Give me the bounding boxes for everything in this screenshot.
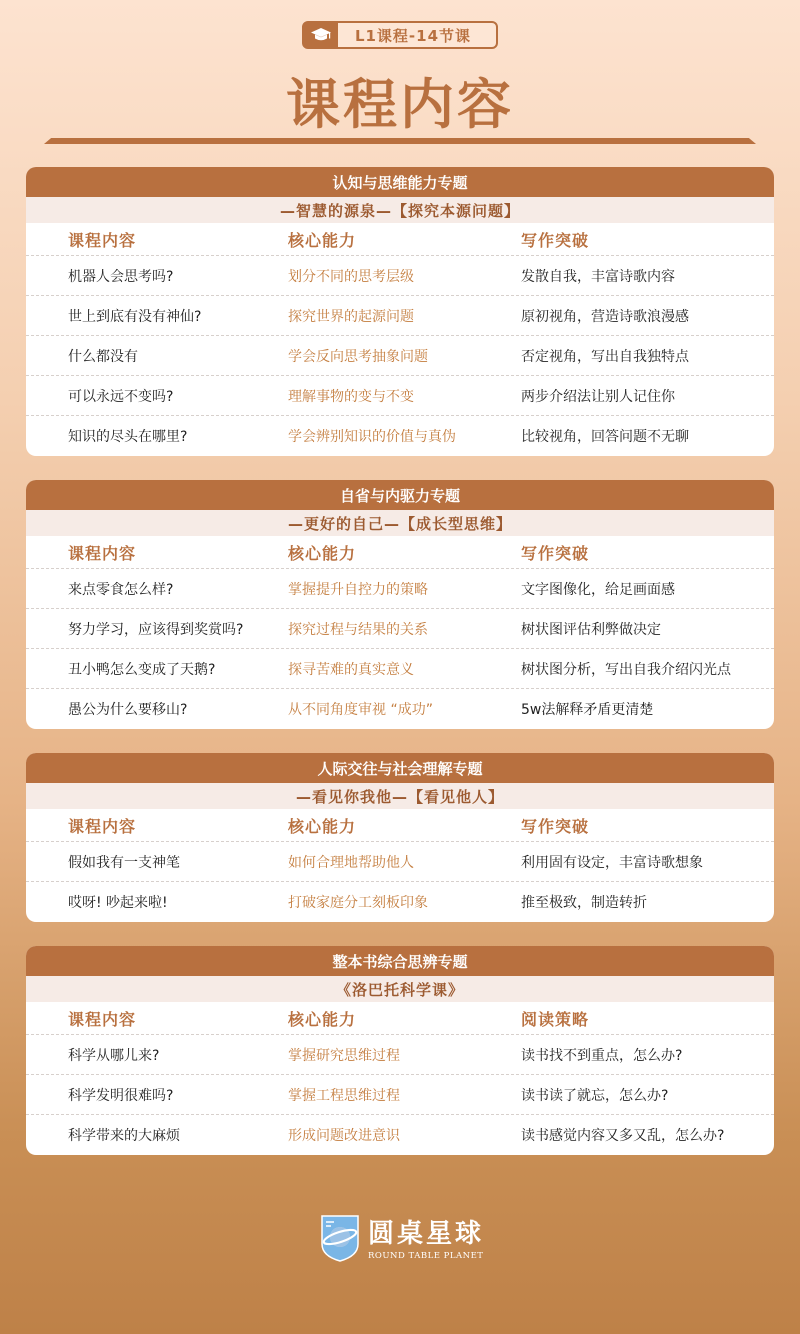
section-subheading: —智慧的源泉—【探究本源问题】	[26, 197, 774, 223]
brand-logo	[320, 1216, 484, 1264]
table-row	[26, 336, 774, 376]
writing-breakthrough: 文字图像化，给足画面感	[521, 581, 675, 598]
writing-breakthrough: 否定视角，写出自我独特点	[521, 348, 689, 365]
column-header-writing: 写作突破	[521, 230, 590, 250]
section-heading: 认知与思维能力专题	[26, 167, 774, 197]
brand-name-en: ROUND TABLE PLANET	[368, 1250, 484, 1261]
reading-strategy: 读书找不到重点，怎么办?	[521, 1047, 683, 1064]
table-row	[26, 609, 774, 649]
table-row	[26, 1115, 774, 1155]
table-row	[26, 569, 774, 609]
writing-breakthrough: 利用固有设定，丰富诗歌想象	[521, 854, 703, 871]
writing-breakthrough: 两步介绍法让别人记住你	[521, 388, 675, 405]
section-card-social	[26, 753, 774, 922]
column-header-ability: 核心能力	[288, 1009, 357, 1029]
table-header-row	[26, 536, 774, 569]
planet-shield-icon	[320, 1214, 360, 1266]
lesson-topic: 丑小鸭怎么变成了天鹅?	[68, 661, 216, 678]
core-ability: 掌握提升自控力的策略	[288, 581, 428, 598]
lesson-topic: 科学从哪儿来?	[68, 1047, 160, 1064]
section-heading: 整本书综合思辨专题	[26, 946, 774, 976]
table-header-row	[26, 223, 774, 256]
column-header-ability: 核心能力	[288, 230, 357, 250]
core-ability: 掌握工程思维过程	[288, 1087, 400, 1104]
column-header-content: 课程内容	[68, 543, 137, 563]
lesson-topic: 愚公为什么要移山?	[68, 702, 188, 718]
lesson-topic: 什么都没有	[68, 348, 138, 365]
column-header-writing: 写作突破	[521, 543, 590, 563]
column-header-ability: 核心能力	[288, 543, 357, 563]
section-heading: 自省与内驱力专题	[26, 480, 774, 510]
lesson-topic: 假如我有一支神笔	[68, 854, 180, 871]
table-row	[26, 1075, 774, 1115]
writing-breakthrough: 推至极致，制造转折	[521, 895, 647, 911]
lesson-topic: 努力学习，应该得到奖赏吗?	[68, 621, 244, 638]
page-title: 课程内容	[286, 73, 514, 136]
section-card-cognition	[26, 167, 774, 456]
section-card-whole-book	[26, 946, 774, 1155]
section-subheading: —看见你我他—【看见他人】	[26, 783, 774, 809]
lesson-topic: 知识的尽头在哪里?	[68, 429, 188, 445]
table-row	[26, 256, 774, 296]
graduation-cap-icon	[304, 23, 338, 47]
column-header-content: 课程内容	[68, 230, 137, 250]
table-row	[26, 842, 774, 882]
writing-breakthrough: 原初视角，营造诗歌浪漫感	[521, 308, 689, 325]
column-header-writing: 写作突破	[521, 816, 590, 836]
column-header-content: 课程内容	[68, 816, 137, 836]
core-ability: 掌握研究思维过程	[288, 1047, 400, 1064]
title-underline	[44, 138, 756, 144]
core-ability: 打破家庭分工刻板印象	[288, 895, 428, 911]
section-subheading: —更好的自己—【成长型思维】	[26, 510, 774, 536]
core-ability: 学会反向思考抽象问题	[288, 348, 428, 365]
writing-breakthrough: 比较视角，回答问题不无聊	[521, 429, 689, 445]
column-header-reading: 阅读策略	[521, 1009, 590, 1029]
core-ability: 划分不同的思考层级	[288, 268, 414, 285]
core-ability: 探究过程与结果的关系	[288, 621, 428, 638]
core-ability: 从不同角度审视 “成功”	[288, 702, 433, 718]
lesson-topic: 世上到底有没有神仙?	[68, 308, 202, 325]
table-row	[26, 296, 774, 336]
reading-strategy: 读书读了就忘，怎么办?	[521, 1087, 669, 1104]
core-ability: 学会辨别知识的价值与真伪	[288, 429, 456, 445]
core-ability: 理解事物的变与不变	[288, 388, 414, 405]
lesson-topic: 来点零食怎么样?	[68, 581, 174, 598]
core-ability: 探究世界的起源问题	[288, 308, 414, 325]
writing-breakthrough: 5w法解释矛盾更清楚	[521, 702, 654, 718]
lesson-topic: 可以永远不变吗?	[68, 388, 174, 405]
lesson-topic: 科学带来的大麻烦	[68, 1128, 180, 1144]
section-subheading: 《洛巴托科学课》	[26, 976, 774, 1002]
reading-strategy: 读书感觉内容又多又乱，怎么办?	[521, 1128, 725, 1144]
course-badge	[302, 21, 498, 49]
lesson-topic: 科学发明很难吗?	[68, 1087, 174, 1104]
column-header-ability: 核心能力	[288, 816, 357, 836]
writing-breakthrough: 树状图评估利弊做决定	[521, 621, 661, 638]
course-badge-label: L1课程-14节课	[354, 26, 472, 45]
core-ability: 探寻苦难的真实意义	[288, 661, 414, 678]
table-row	[26, 649, 774, 689]
table-row	[26, 376, 774, 416]
writing-breakthrough: 发散自我，丰富诗歌内容	[521, 268, 675, 285]
core-ability: 形成问题改进意识	[288, 1128, 400, 1144]
writing-breakthrough: 树状图分析，写出自我介绍闪光点	[521, 661, 731, 678]
table-row	[26, 689, 774, 729]
section-heading: 人际交往与社会理解专题	[26, 753, 774, 783]
table-header-row	[26, 809, 774, 842]
table-header-row	[26, 1002, 774, 1035]
lesson-topic: 哎呀! 吵起来啦!	[68, 895, 168, 911]
core-ability: 如何合理地帮助他人	[288, 854, 414, 871]
table-row	[26, 882, 774, 922]
brand-name-cn: 圆桌星球	[368, 1218, 485, 1249]
table-row	[26, 1035, 774, 1075]
section-card-self-reflection	[26, 480, 774, 729]
lesson-topic: 机器人会思考吗?	[68, 268, 174, 285]
column-header-content: 课程内容	[68, 1009, 137, 1029]
table-row	[26, 416, 774, 456]
